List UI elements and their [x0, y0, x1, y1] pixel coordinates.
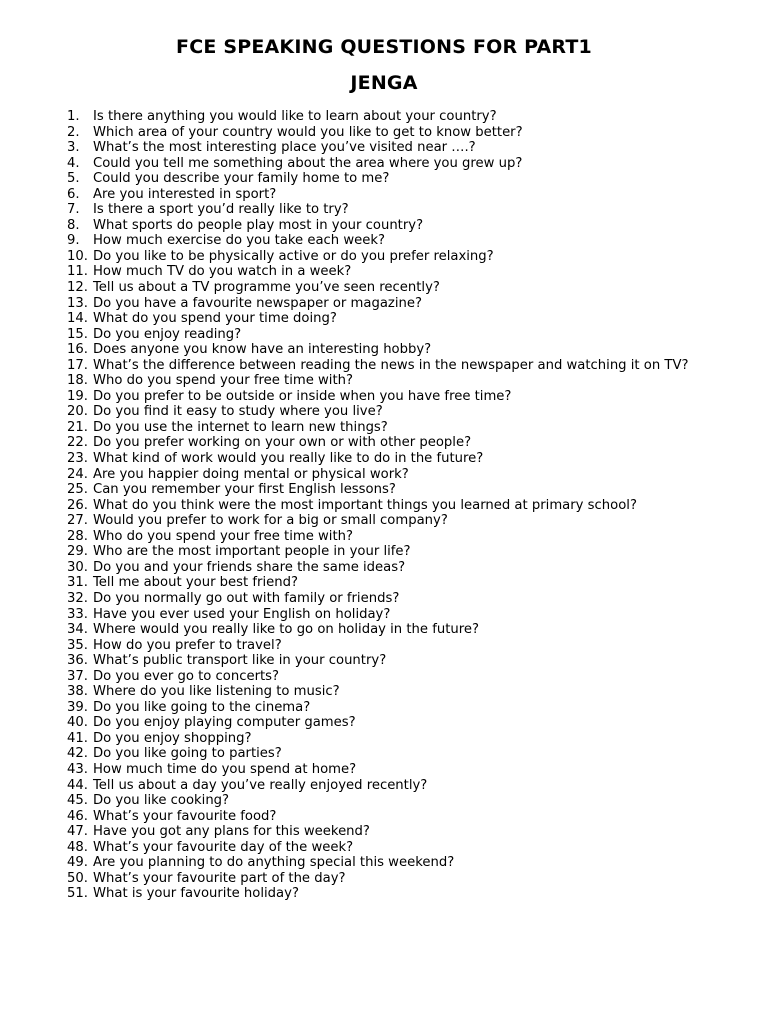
question-text: Have you got any plans for this weekend? — [93, 824, 370, 840]
question-item — [67, 731, 717, 747]
question-item — [67, 591, 717, 607]
question-item — [67, 140, 717, 156]
question-number: 39. — [67, 699, 88, 715]
question-item — [67, 886, 717, 902]
question-item — [67, 715, 717, 731]
question-list — [67, 109, 717, 902]
question-number: 26. — [67, 497, 88, 513]
question-item — [67, 358, 717, 374]
question-number: 3. — [67, 140, 80, 156]
question-item — [67, 125, 717, 141]
question-text: Do you find it easy to study where you live? — [93, 404, 383, 420]
question-text: Do you like to be physically active or do you prefer relaxing? — [93, 248, 494, 264]
question-text: Are you happier doing mental or physical work? — [93, 466, 409, 482]
question-text: What do you spend your time doing? — [93, 311, 337, 327]
question-number: 25. — [67, 482, 88, 498]
question-number: 51. — [67, 886, 88, 902]
question-number: 10. — [67, 248, 88, 264]
question-text: Are you planning to do anything special this weekend? — [93, 855, 455, 871]
question-number: 11. — [67, 264, 88, 280]
question-item — [67, 296, 717, 312]
question-text: Tell us about a TV programme you’ve seen recently? — [93, 280, 440, 296]
question-text: Do you use the internet to learn new things? — [93, 419, 388, 435]
question-number: 4. — [67, 155, 80, 171]
question-item — [67, 824, 717, 840]
question-text: Who do you spend your free time with? — [93, 528, 353, 544]
question-text: Where would you really like to go on holiday in the future? — [93, 622, 479, 638]
question-item — [67, 327, 717, 343]
question-number: 13. — [67, 295, 88, 311]
question-item — [67, 855, 717, 871]
question-item — [67, 575, 717, 591]
question-item — [67, 840, 717, 856]
question-text: Do you prefer working on your own or with other people? — [93, 435, 472, 451]
question-item — [67, 435, 717, 451]
question-text: Do you normally go out with family or friends? — [93, 590, 400, 606]
question-item — [67, 420, 717, 436]
question-number: 9. — [67, 233, 80, 249]
question-item — [67, 482, 717, 498]
question-item — [67, 684, 717, 700]
question-text: Can you remember your first English lessons? — [93, 482, 396, 498]
question-text: Who are the most important people in your life? — [93, 544, 411, 560]
question-text: Do you like going to the cinema? — [93, 699, 311, 715]
question-number: 18. — [67, 373, 88, 389]
question-number: 1. — [67, 109, 80, 124]
question-text: What’s the most interesting place you’ve visited near ….? — [93, 140, 476, 156]
question-text: What do you think were the most important things you learned at primary school? — [93, 497, 637, 513]
question-item — [67, 638, 717, 654]
question-item — [67, 746, 717, 762]
question-number: 21. — [67, 419, 88, 435]
question-text: Would you prefer to work for a big or small company? — [93, 513, 448, 529]
question-item — [67, 451, 717, 467]
question-number: 35. — [67, 637, 88, 653]
question-text: What’s your favourite part of the day? — [93, 870, 346, 886]
question-item — [67, 700, 717, 716]
question-text: Do you have a favourite newspaper or magazine? — [93, 295, 422, 311]
question-number: 46. — [67, 808, 88, 824]
question-number: 48. — [67, 839, 88, 855]
question-text: Which area of your country would you like to get to know better? — [93, 124, 523, 140]
question-text: What kind of work would you really like to do in the future? — [93, 451, 484, 467]
question-number: 33. — [67, 606, 88, 622]
question-item — [67, 669, 717, 685]
question-number: 20. — [67, 404, 88, 420]
question-text: Do you like cooking? — [93, 793, 230, 809]
question-item — [67, 793, 717, 809]
question-number: 17. — [67, 357, 88, 373]
question-number: 38. — [67, 684, 88, 700]
question-text: Where do you like listening to music? — [93, 684, 340, 700]
question-item — [67, 373, 717, 389]
question-item — [67, 809, 717, 825]
question-text: Do you like going to parties? — [93, 746, 282, 762]
question-text: Could you describe your family home to me? — [93, 171, 390, 187]
question-number: 24. — [67, 466, 88, 482]
question-text: Do you enjoy reading? — [93, 326, 242, 342]
question-text: Tell us about a day you’ve really enjoyed recently? — [93, 777, 428, 793]
question-number: 44. — [67, 777, 88, 793]
question-number: 49. — [67, 855, 88, 871]
question-text: Do you enjoy shopping? — [93, 730, 252, 746]
question-item — [67, 249, 717, 265]
question-item — [67, 218, 717, 234]
question-text: What’s your favourite food? — [93, 808, 277, 824]
question-text: Does anyone you know have an interesting hobby? — [93, 342, 432, 358]
question-number: 15. — [67, 326, 88, 342]
question-text: How do you prefer to travel? — [93, 637, 282, 653]
question-text: Are you interested in sport? — [93, 186, 277, 202]
question-item — [67, 498, 717, 514]
question-item — [67, 280, 717, 296]
question-number: 16. — [67, 342, 88, 358]
question-number: 19. — [67, 388, 88, 404]
question-number: 36. — [67, 653, 88, 669]
question-text: Do you prefer to be outside or inside when you have free time? — [93, 388, 512, 404]
question-number: 27. — [67, 513, 88, 529]
question-number: 8. — [67, 217, 80, 233]
question-number: 12. — [67, 280, 88, 296]
question-item — [67, 156, 717, 172]
question-text: Have you ever used your English on holiday? — [93, 606, 391, 622]
question-number: 32. — [67, 590, 88, 606]
question-item — [67, 622, 717, 638]
question-item — [67, 404, 717, 420]
question-number: 45. — [67, 793, 88, 809]
question-text: How much TV do you watch in a week? — [93, 264, 352, 280]
question-text: How much exercise do you take each week? — [93, 233, 386, 249]
question-item — [67, 233, 717, 249]
question-text: Is there a sport you’d really like to try? — [93, 202, 349, 218]
question-item — [67, 529, 717, 545]
question-number: 22. — [67, 435, 88, 451]
question-number: 23. — [67, 451, 88, 467]
document-title: FCE SPEAKING QUESTIONS FOR PART1 — [176, 36, 592, 58]
question-item — [67, 202, 717, 218]
question-number: 7. — [67, 202, 80, 218]
question-item — [67, 544, 717, 560]
question-text: Could you tell me something about the area where you grew up? — [93, 155, 523, 171]
question-text: What’s the difference between reading the news in the newspaper and watching it on TV? — [93, 357, 689, 373]
question-number: 6. — [67, 186, 80, 202]
question-number: 37. — [67, 668, 88, 684]
question-text: How much time do you spend at home? — [93, 761, 357, 777]
question-text: Do you ever go to concerts? — [93, 668, 280, 684]
question-text: Do you and your friends share the same ideas? — [93, 559, 406, 575]
question-number: 31. — [67, 575, 88, 591]
question-item — [67, 778, 717, 794]
question-item — [67, 513, 717, 529]
question-item — [67, 264, 717, 280]
question-item — [67, 762, 717, 778]
question-item — [67, 467, 717, 483]
question-item — [67, 560, 717, 576]
question-number: 29. — [67, 544, 88, 560]
question-item — [67, 311, 717, 327]
question-number: 41. — [67, 730, 88, 746]
question-number: 50. — [67, 870, 88, 886]
question-text: Do you enjoy playing computer games? — [93, 715, 356, 731]
question-text: Tell me about your best friend? — [93, 575, 298, 591]
question-item — [67, 871, 717, 887]
question-item — [67, 342, 717, 358]
question-item — [67, 389, 717, 405]
question-text: What’s public transport like in your country? — [93, 653, 387, 669]
question-text: Is there anything you would like to learn about your country? — [93, 109, 497, 124]
question-number: 47. — [67, 824, 88, 840]
question-item — [67, 653, 717, 669]
question-number: 5. — [67, 171, 80, 187]
question-number: 2. — [67, 124, 80, 140]
question-item — [67, 187, 717, 203]
question-item — [67, 171, 717, 187]
question-item — [67, 109, 717, 125]
question-item — [67, 607, 717, 623]
question-text: What sports do people play most in your country? — [93, 217, 424, 233]
question-number: 43. — [67, 761, 88, 777]
question-number: 42. — [67, 746, 88, 762]
question-number: 30. — [67, 559, 88, 575]
question-text: What’s your favourite day of the week? — [93, 839, 354, 855]
document-subtitle: JENGA — [350, 72, 418, 94]
question-number: 14. — [67, 311, 88, 327]
question-number: 40. — [67, 715, 88, 731]
question-text: What is your favourite holiday? — [93, 886, 299, 902]
question-text: Who do you spend your free time with? — [93, 373, 353, 389]
question-number: 34. — [67, 622, 88, 638]
question-number: 28. — [67, 528, 88, 544]
